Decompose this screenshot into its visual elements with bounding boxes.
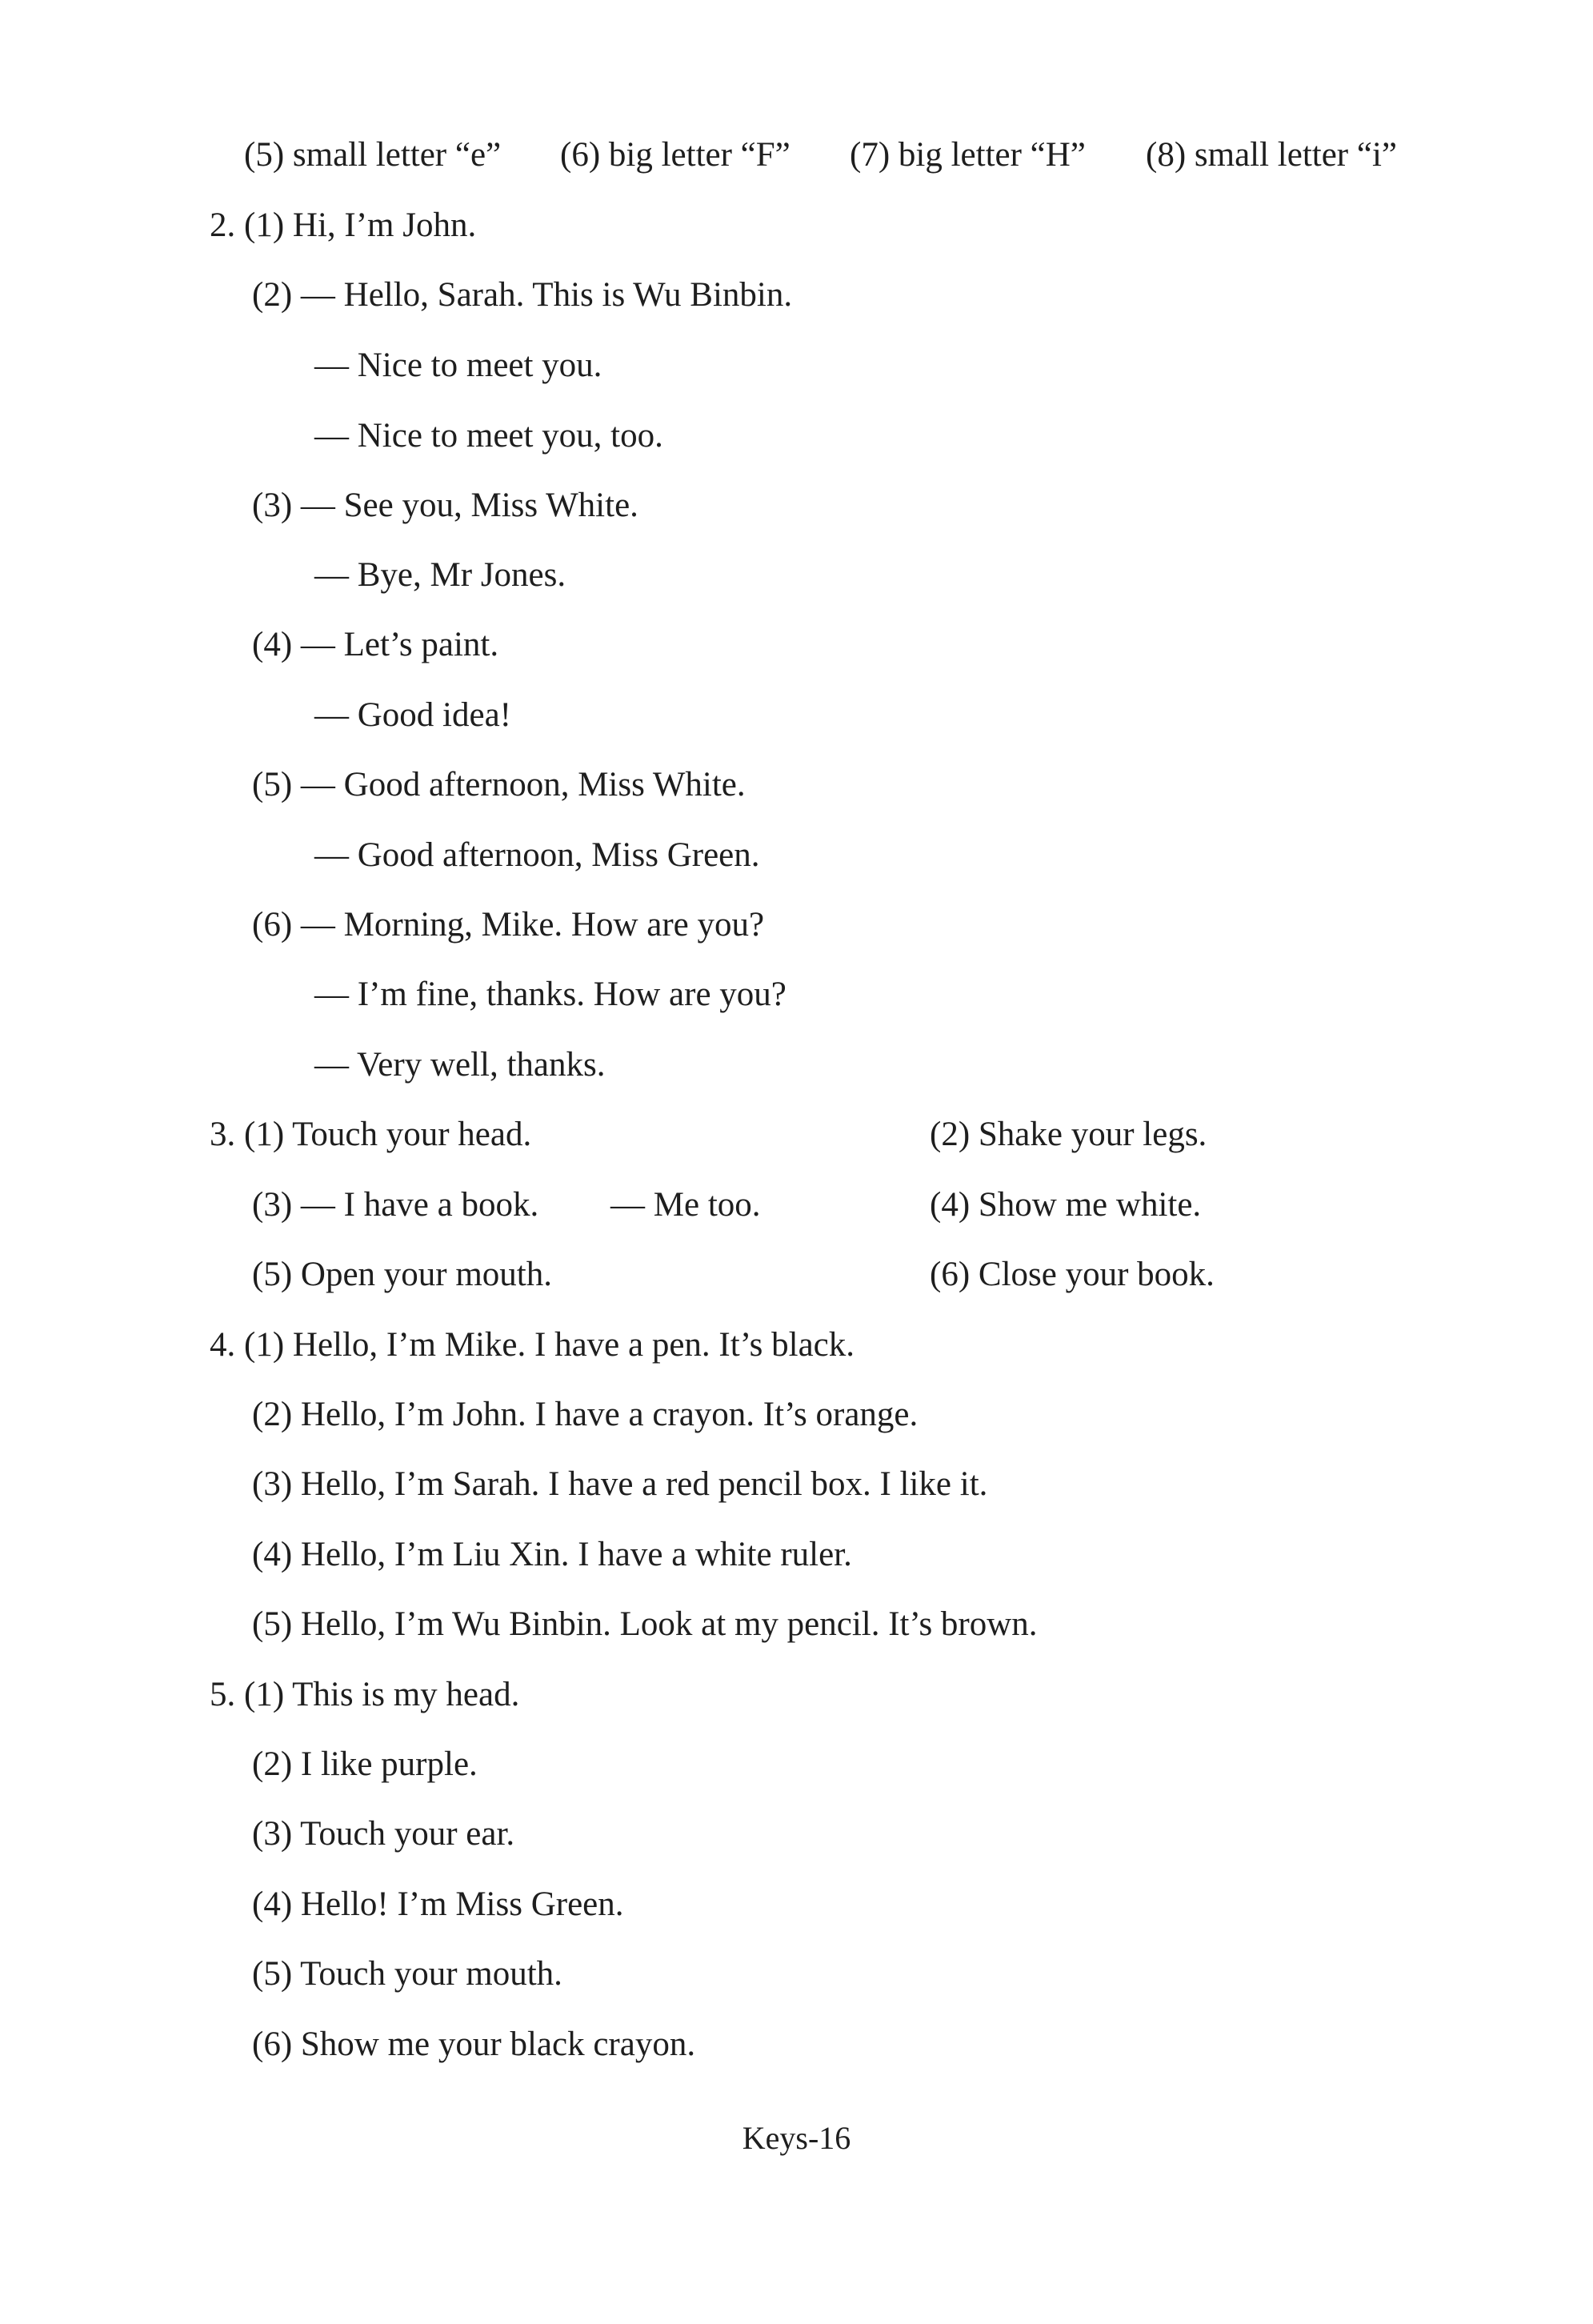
q2-item-5: (5) — Good afternoon, Miss White. [252, 766, 746, 803]
q3-item-5: (5) Open your mouth. [252, 1256, 552, 1293]
q3-item-1: 3. (1) Touch your head. [210, 1116, 532, 1153]
q2-item-4: (4) — Let’s paint. [252, 626, 499, 663]
q5-item-5: (5) Touch your mouth. [252, 1955, 562, 1993]
q2-item-2: (2) — Hello, Sarah. This is Wu Binbin. [252, 276, 793, 314]
q2-item-2-reply-2: — Nice to meet you, too. [314, 417, 663, 455]
page-footer-label: Keys-16 [742, 2120, 851, 2156]
q5-item-2: (2) I like purple. [252, 1745, 478, 1783]
q2-item-6: (6) — Morning, Mike. How are you? [252, 906, 765, 944]
q4-item-2: (2) Hello, I’m John. I have a crayon. It’s orange. [252, 1396, 919, 1433]
q3-item-3-reply: — Me too. [610, 1186, 761, 1224]
q2-item-2-reply-1: — Nice to meet you. [314, 347, 602, 384]
q4-item-1: 4. (1) Hello, I’m Mike. I have a pen. It’s black. [210, 1326, 855, 1364]
q3-item-3: (3) — I have a book. [252, 1186, 539, 1224]
answer-8-small-letter-i: (8) small letter “i” [1146, 136, 1397, 174]
q2-item-6-reply-2: — Very well, thanks. [314, 1046, 606, 1084]
q3-item-6: (6) Close your book. [930, 1256, 1215, 1293]
q2-item-5-reply: — Good afternoon, Miss Green. [314, 836, 760, 874]
q2-item-3-reply: — Bye, Mr Jones. [314, 556, 566, 594]
q2-item-4-reply: — Good idea! [314, 696, 511, 734]
q5-item-1: 5. (1) This is my head. [210, 1676, 520, 1713]
q5-item-4: (4) Hello! I’m Miss Green. [252, 1885, 624, 1923]
q2-item-6-reply-1: — I’m fine, thanks. How are you? [314, 976, 786, 1013]
q4-item-4: (4) Hello, I’m Liu Xin. I have a white ruler. [252, 1536, 852, 1573]
answer-6-big-letter-f: (6) big letter “F” [560, 136, 790, 174]
answer-7-big-letter-h: (7) big letter “H” [850, 136, 1086, 174]
q5-item-3: (3) Touch your ear. [252, 1815, 515, 1853]
q2-item-1: 2. (1) Hi, I’m John. [210, 206, 477, 244]
q3-item-4: (4) Show me white. [930, 1186, 1202, 1224]
answer-5-small-letter-e: (5) small letter “e” [244, 136, 502, 174]
q2-item-3: (3) — See you, Miss White. [252, 487, 638, 524]
q4-item-5: (5) Hello, I’m Wu Binbin. Look at my pencil. It’s brown. [252, 1605, 1038, 1643]
q4-item-3: (3) Hello, I’m Sarah. I have a red pencil box. I like it. [252, 1465, 988, 1503]
q5-item-6: (6) Show me your black crayon. [252, 2025, 696, 2063]
q3-item-2: (2) Shake your legs. [930, 1116, 1207, 1153]
